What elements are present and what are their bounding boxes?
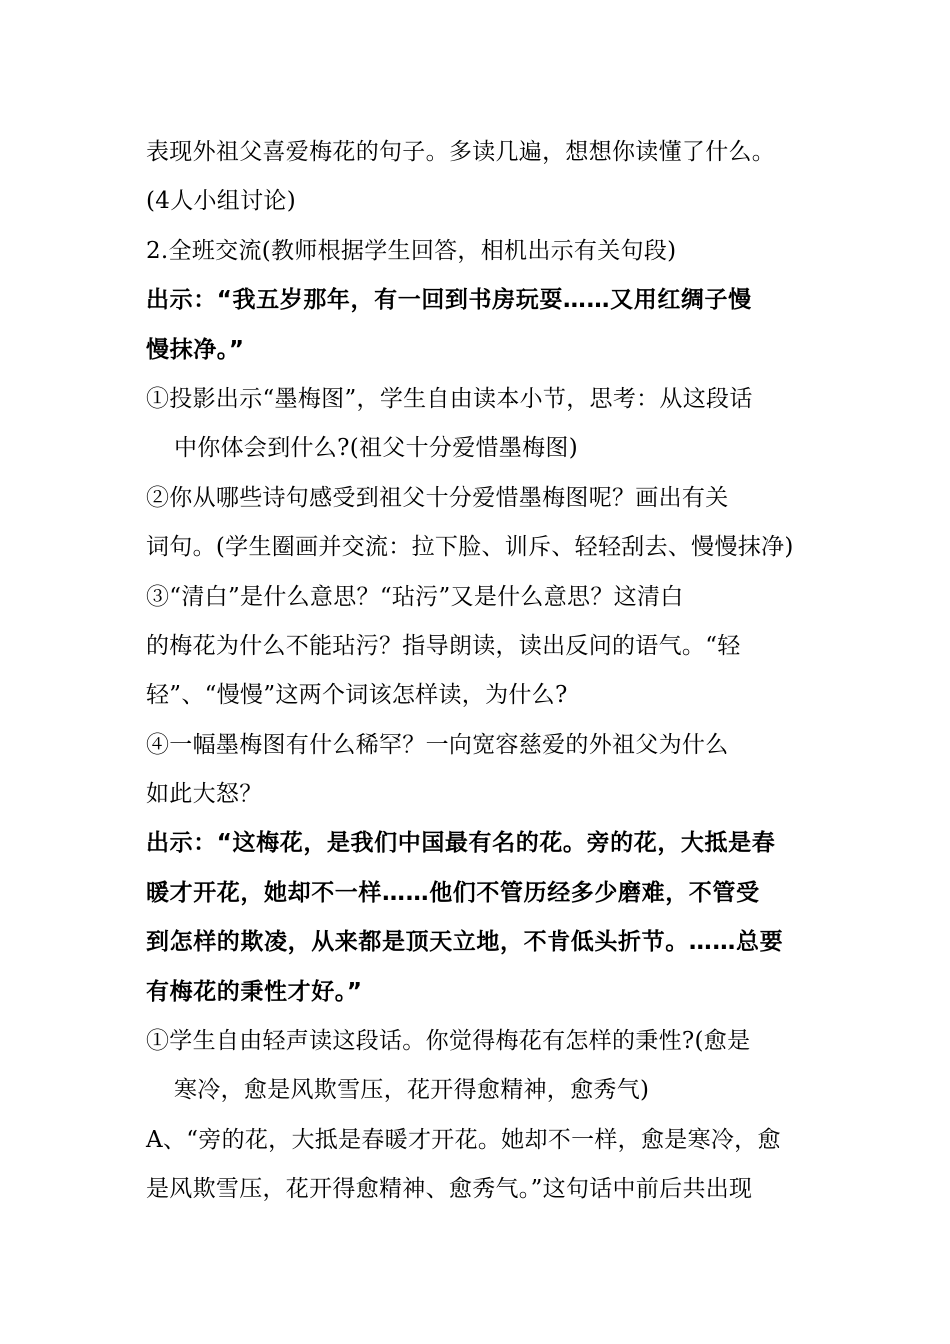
text-line-14: 如此大怒？: [146, 781, 263, 808]
text-line-7: 中你体会到什么?(祖父十分爱惜墨梅图): [174, 435, 578, 462]
text-line-20: 寒冷，愈是风欺雪压，花开得愈精神，愈秀气): [174, 1077, 650, 1104]
text-line-11: 的梅花为什么不能玷污？指导朗读，读出反问的语气。“轻: [146, 632, 741, 659]
document-page: [146, 128, 810, 1215]
bold-quote-line-1: 出示：“我五岁那年，有一回到书房玩耍……又用红绸子慢: [146, 287, 752, 314]
text-line-8: ②你从哪些诗句感受到祖父十分爱惜墨梅图呢？画出有关: [146, 484, 729, 511]
text-line-6: ①投影出示“墨梅图”，学生自由读本小节，思考：从这段话: [146, 385, 753, 412]
text-line-21: A、“旁的花，大抵是春暖才开花。她却不一样，愈是寒冷，愈: [146, 1126, 781, 1153]
bold-quote-line-5: 到怎样的欺凌，从来都是顶天立地，不肯低头折节。……总要: [146, 929, 784, 956]
text-line-12: 轻”、“慢慢”这两个词该怎样读，为什么?: [146, 682, 568, 709]
text-line-13: ④一幅墨梅图有什么稀罕？一向宽容慈爱的外祖父为什么: [146, 731, 729, 758]
bold-quote-line-4: 暖才开花，她却不一样……他们不管历经多少磨难，不管受: [146, 879, 760, 906]
text-line-1: 表现外祖父喜爱梅花的句子。多读几遍，想想你读懂了什么。: [146, 139, 776, 165]
text-line-19: ①学生自由轻声读这段话。你觉得梅花有怎样的秉性?(愈是: [146, 1028, 751, 1055]
bold-quote-line-3: 出示：“这梅花，是我们中国最有名的花。旁的花，大抵是春: [146, 830, 776, 857]
text-line-22: 是风欺雪压，花开得愈精神、愈秀气。”这句话中前后共出现: [146, 1176, 753, 1203]
bold-quote-line-6: 有梅花的秉性才好。”: [146, 978, 363, 1005]
text-line-10: ③“清白”是什么意思？“玷污”又是什么意思？这清白: [146, 583, 684, 610]
text-line-3: 2.全班交流(教师根据学生回答，相机出示有关句段): [146, 237, 677, 264]
text-line-9: 词句。(学生圈画并交流：拉下脸、训斥、轻轻刮去、慢慢抹净): [146, 534, 794, 561]
text-line-2: (4人小组讨论): [146, 188, 296, 215]
bold-quote-line-2: 慢抹净。”: [146, 336, 245, 363]
